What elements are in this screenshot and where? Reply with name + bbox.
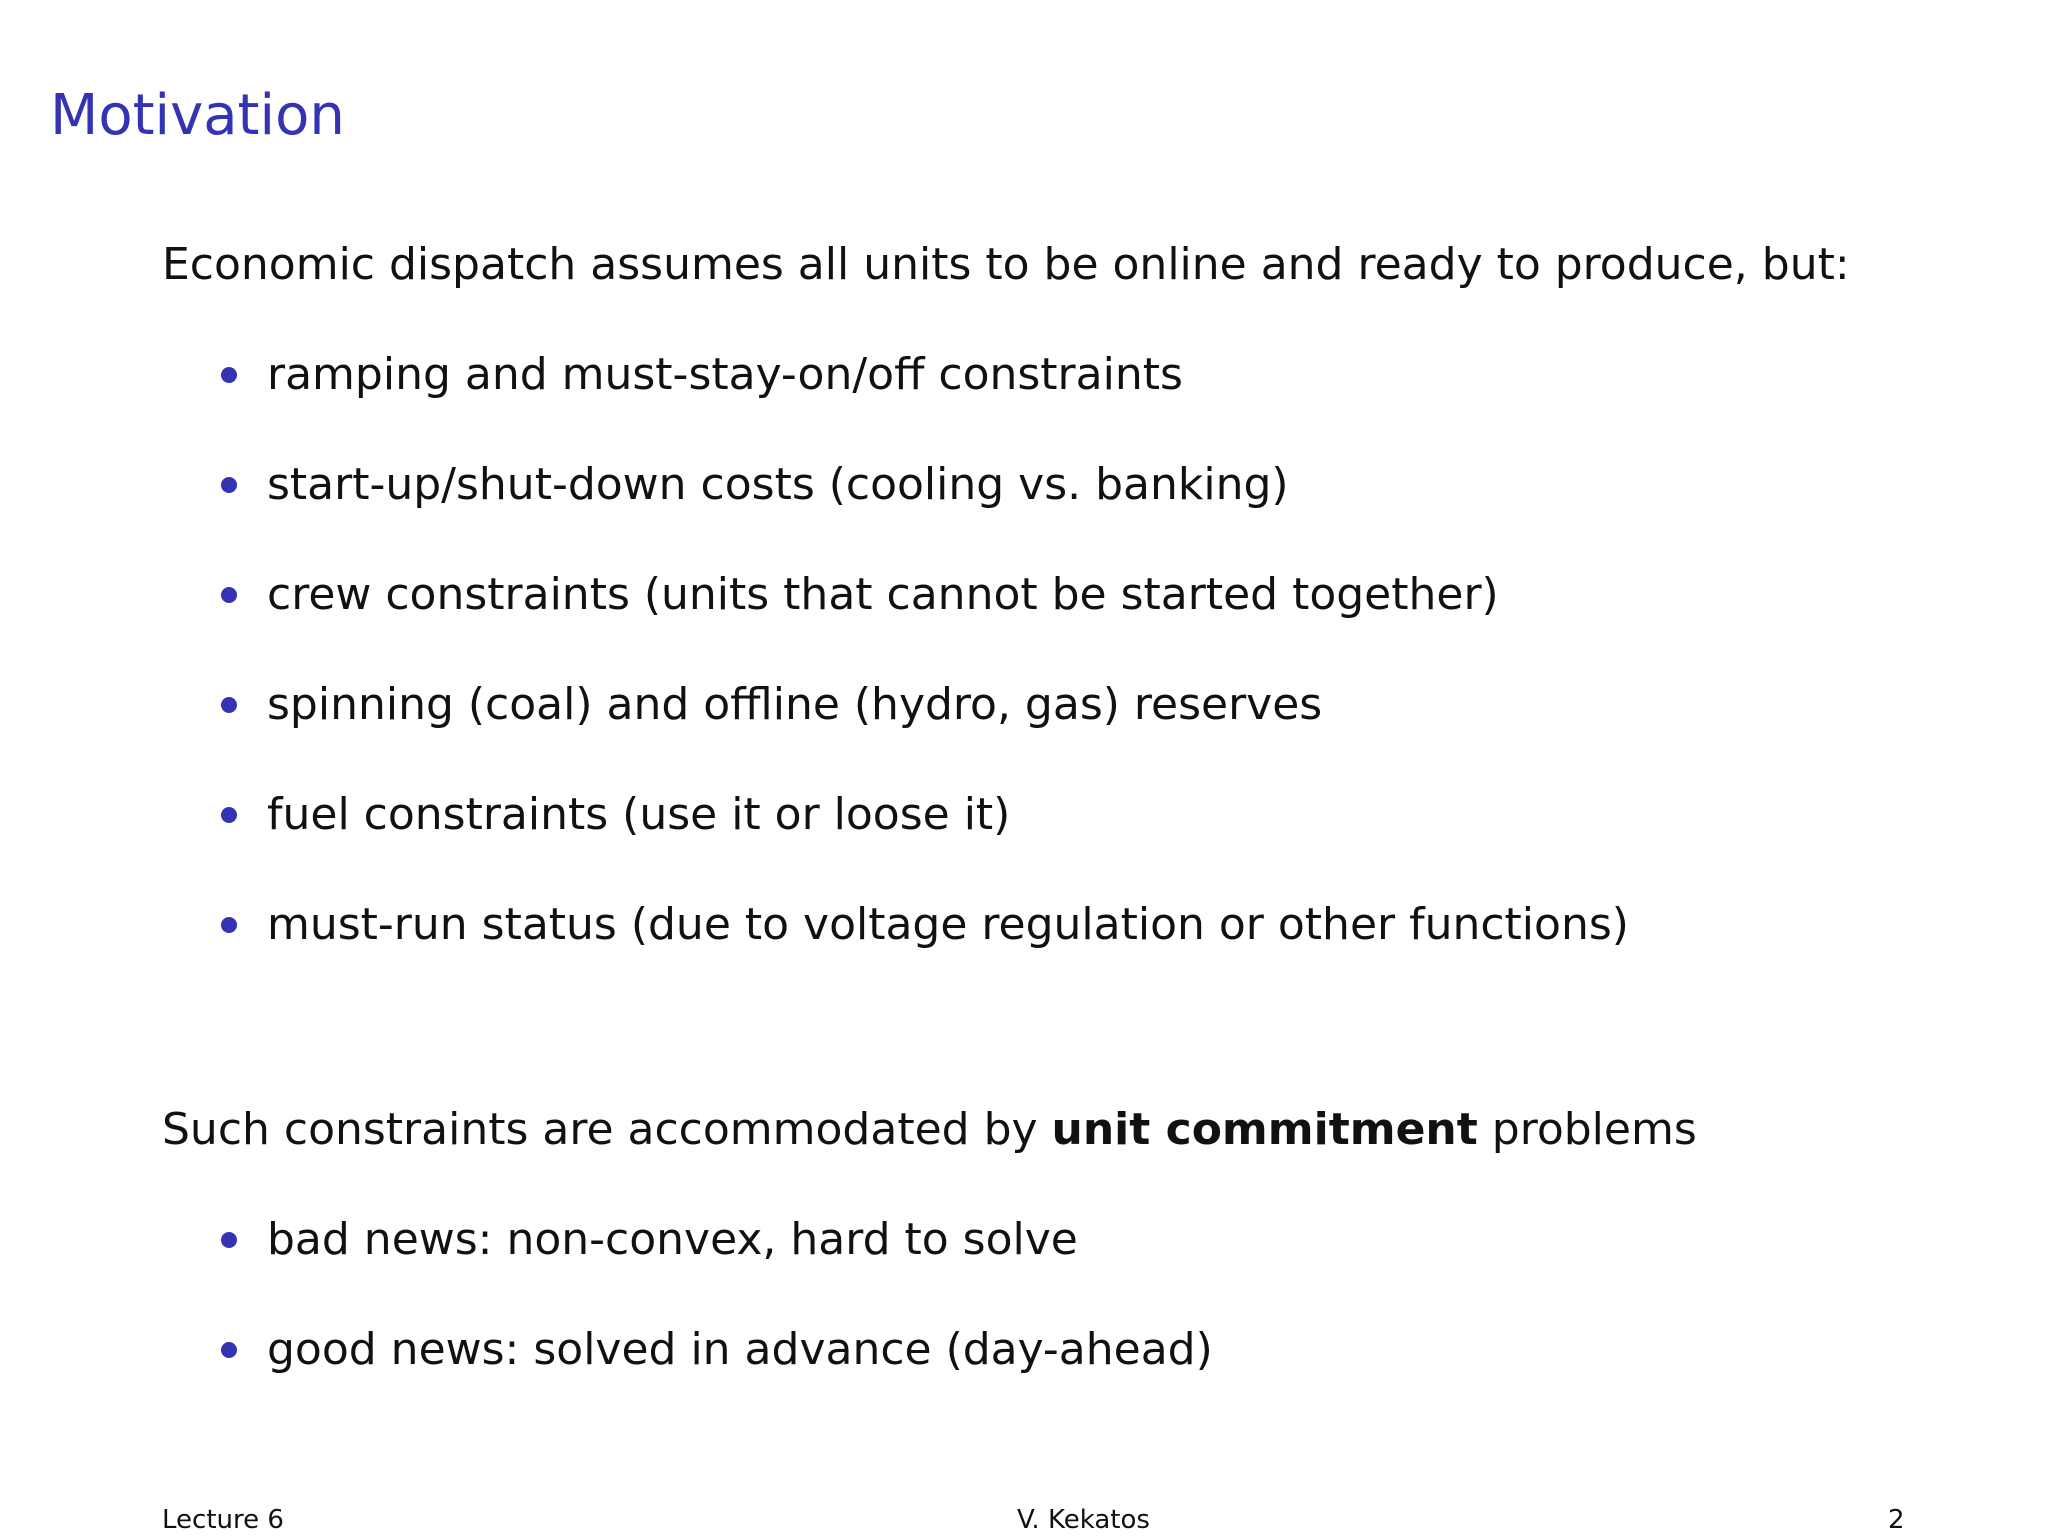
bullet-text: crew constraints (units that cannot be started together) (267, 569, 1499, 620)
footer-page-number: 2 (1888, 1505, 1905, 1535)
summary-bold-term: unit commitment (1051, 1104, 1478, 1155)
bullet-text: ramping and must-stay-on/off constraints (267, 349, 1183, 400)
bullet-icon (221, 917, 237, 933)
summary-text-before: Such constraints are accommodated by (162, 1104, 1052, 1155)
bullet-icon (221, 1342, 237, 1358)
bullet-text: good news: solved in advance (day-ahead) (267, 1324, 1213, 1375)
bullet-icon (221, 477, 237, 493)
bullet-text: bad news: non-convex, hard to solve (267, 1214, 1078, 1265)
bullet-icon (221, 697, 237, 713)
bullet-icon (221, 587, 237, 603)
bullet-text: fuel constraints (use it or loose it) (267, 789, 1011, 840)
summary-paragraph (162, 1100, 1697, 1160)
summary-text-after: problems (1477, 1104, 1697, 1155)
bullet-text: spinning (coal) and offline (hydro, gas) reserves (267, 679, 1323, 730)
footer-author: V. Kekatos (1017, 1505, 1150, 1535)
bullet-icon (221, 1232, 237, 1248)
bullet-text: must-run status (due to voltage regulation or other functions) (267, 899, 1629, 950)
bullet-text: start-up/shut-down costs (cooling vs. banking) (267, 459, 1289, 510)
bullet-icon (221, 807, 237, 823)
footer-lecture: Lecture 6 (162, 1505, 284, 1535)
bullet-icon (221, 367, 237, 383)
slide-title: Motivation (50, 83, 345, 148)
intro-paragraph: Economic dispatch assumes all units to be online and ready to produce, but: (162, 239, 1850, 290)
